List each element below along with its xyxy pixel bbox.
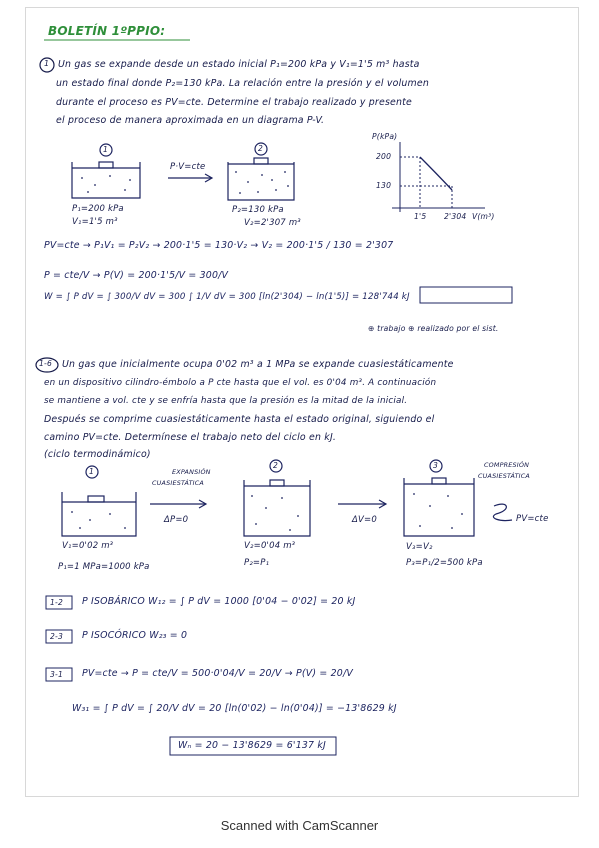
p1-note: ⊕ trabajo ⊕ realizado por el sist. <box>368 324 499 333</box>
w31-equation: W₃₁ = ∫ P dV = ∫ 20/V dV = 20 [ln(0'02) − ln(0'04)] = −13'8629 kJ <box>72 703 397 714</box>
net-work-result: Wₙ = 20 − 13'8629 = 6'137 kJ <box>178 740 326 751</box>
p2-line-3: se mantiene a vol. cte y se enfría hasta que la presión es la mitad de la inicial. <box>44 396 408 406</box>
p1-vtick-1: 1'5 <box>414 212 427 221</box>
p2-dp-label: ΔP=0 <box>164 515 189 525</box>
p1-ptick-1: 200 <box>376 152 392 161</box>
p2-line-2: en un dispositivo cilindro-émbolo a P cte hasta que el vol. es 0'04 m³. A continuación <box>44 378 437 388</box>
p1-arrow-label: P·V=cte <box>170 162 206 172</box>
p1-state1-p: P₁=200 kPa <box>72 204 124 214</box>
p2-s2-v: V₂=0'04 m³ <box>244 541 296 551</box>
p1-cylinder-1-dots <box>81 175 131 193</box>
p2-line-5: camino PV=cte. Determínese el trabajo neto del ciclo en kJ. <box>44 432 337 443</box>
p2-cyl1-number: 1 <box>89 467 95 476</box>
p2-s1-v: V₁=0'02 m³ <box>62 541 114 551</box>
step-12-text: P ISOBÁRICO W₁₂ = ∫ P dV = 1000 [0'04 − 0'02] = 20 kJ <box>82 596 356 607</box>
p1-state2-p: P₂=130 kPa <box>232 205 284 215</box>
step-23-text: P ISOCÓRICO W₂₃ = 0 <box>82 630 188 641</box>
p2-comp-label-1: COMPRESIÓN <box>484 461 530 469</box>
p2-line-4: Después se comprime cuasiestáticamente hasta el estado original, siguiendo el <box>44 414 435 425</box>
p2-comp-label-2: CUASIESTÁTICA <box>478 472 530 480</box>
p2-return-arrow <box>493 504 512 520</box>
p2-line-6: (ciclo termodinámico) <box>44 449 151 460</box>
step-31-text: PV=cte → P = cte/V = 500·0'04/V = 20/V → P(V) = 20/V <box>82 668 353 679</box>
p2-number: 1-6 <box>39 359 53 368</box>
scanner-watermark: Scanned with CamScanner <box>220 818 379 833</box>
p1-line-1: Un gas se expande desde un estado inicial P₁=200 kPa y V₁=1'5 m³ hasta <box>58 59 420 70</box>
p1-cyl2-number: 2 <box>258 144 264 153</box>
p2-cyl2-number: 2 <box>273 461 279 470</box>
p1-eq-2: P = cte/V → P(V) = 200·1'5/V = 300/V <box>44 270 229 281</box>
p1-axis-p: P(kPa) <box>372 132 398 141</box>
p1-cylinder-2-dots <box>235 171 289 194</box>
p2-exp-label-1: EXPANSIÓN <box>172 468 211 476</box>
p1-state1-v: V₁=1'5 m³ <box>72 217 118 227</box>
p1-line-4: el proceso de manera aproximada en un diagrama P-V. <box>56 115 325 126</box>
p1-vtick-2: 2'304 <box>444 212 467 221</box>
p2-s3-p: P₃=P₁/2=500 kPa <box>406 558 483 568</box>
page-title: BOLETÍN 1ºPPIO: <box>48 24 166 38</box>
p2-s1-p: P₁=1 MPa=1000 kPa <box>58 562 150 572</box>
p2-cylinder-3 <box>404 460 474 536</box>
p1-cyl1-number: 1 <box>103 145 109 154</box>
p1-pv-diagram <box>392 142 485 212</box>
p2-s3-v: V₃=V₂ <box>406 542 433 552</box>
p1-line-3: durante el proceso es PV=cte. Determine el trabajo realizado y presente <box>56 97 412 108</box>
p1-axis-v: V(m³) <box>472 212 495 221</box>
p1-line-2: un estado final donde P₂=130 kPa. La relación entre la presión y el volumen <box>56 78 429 89</box>
p1-state2-v: V₂=2'307 m³ <box>244 218 301 228</box>
p2-cylinder-2 <box>244 460 310 536</box>
p1-result-box <box>420 287 512 303</box>
tag-12: 1-2 <box>50 598 64 607</box>
p1-ptick-2: 130 <box>376 181 392 190</box>
p2-pvcte-label: PV=cte <box>516 514 549 524</box>
p1-eq-1: PV=cte → P₁V₁ = P₂V₂ → 200·1'5 = 130·V₂ → V₂ = 200·1'5 / 130 = 2'307 <box>44 240 394 251</box>
p2-exp-label-2: CUASIESTÁTICA <box>152 479 204 487</box>
p1-number: 1 <box>44 59 50 68</box>
p2-cylinder-1 <box>62 466 136 536</box>
p2-cylinder-2-dots <box>251 495 299 531</box>
p2-cylinder-3-dots <box>413 493 463 529</box>
p2-dv-label: ΔV=0 <box>352 515 377 525</box>
p2-cylinder-1-dots <box>71 511 126 529</box>
p2-line-1: Un gas que inicialmente ocupa 0'02 m³ a 1 MPa se expande cuasiestáticamente <box>62 359 454 370</box>
p2-cyl3-number: 3 <box>433 461 439 470</box>
p1-eq-3: W = ∫ P dV = ∫ 300/V dV = 300 ∫ 1/V dV = 300 [ln(2'304) − ln(1'5)] = 128'744 kJ <box>44 292 410 302</box>
tag-23: 2-3 <box>50 632 64 641</box>
p2-s2-p: P₂=P₁ <box>244 558 270 568</box>
tag-31: 3-1 <box>50 670 64 679</box>
